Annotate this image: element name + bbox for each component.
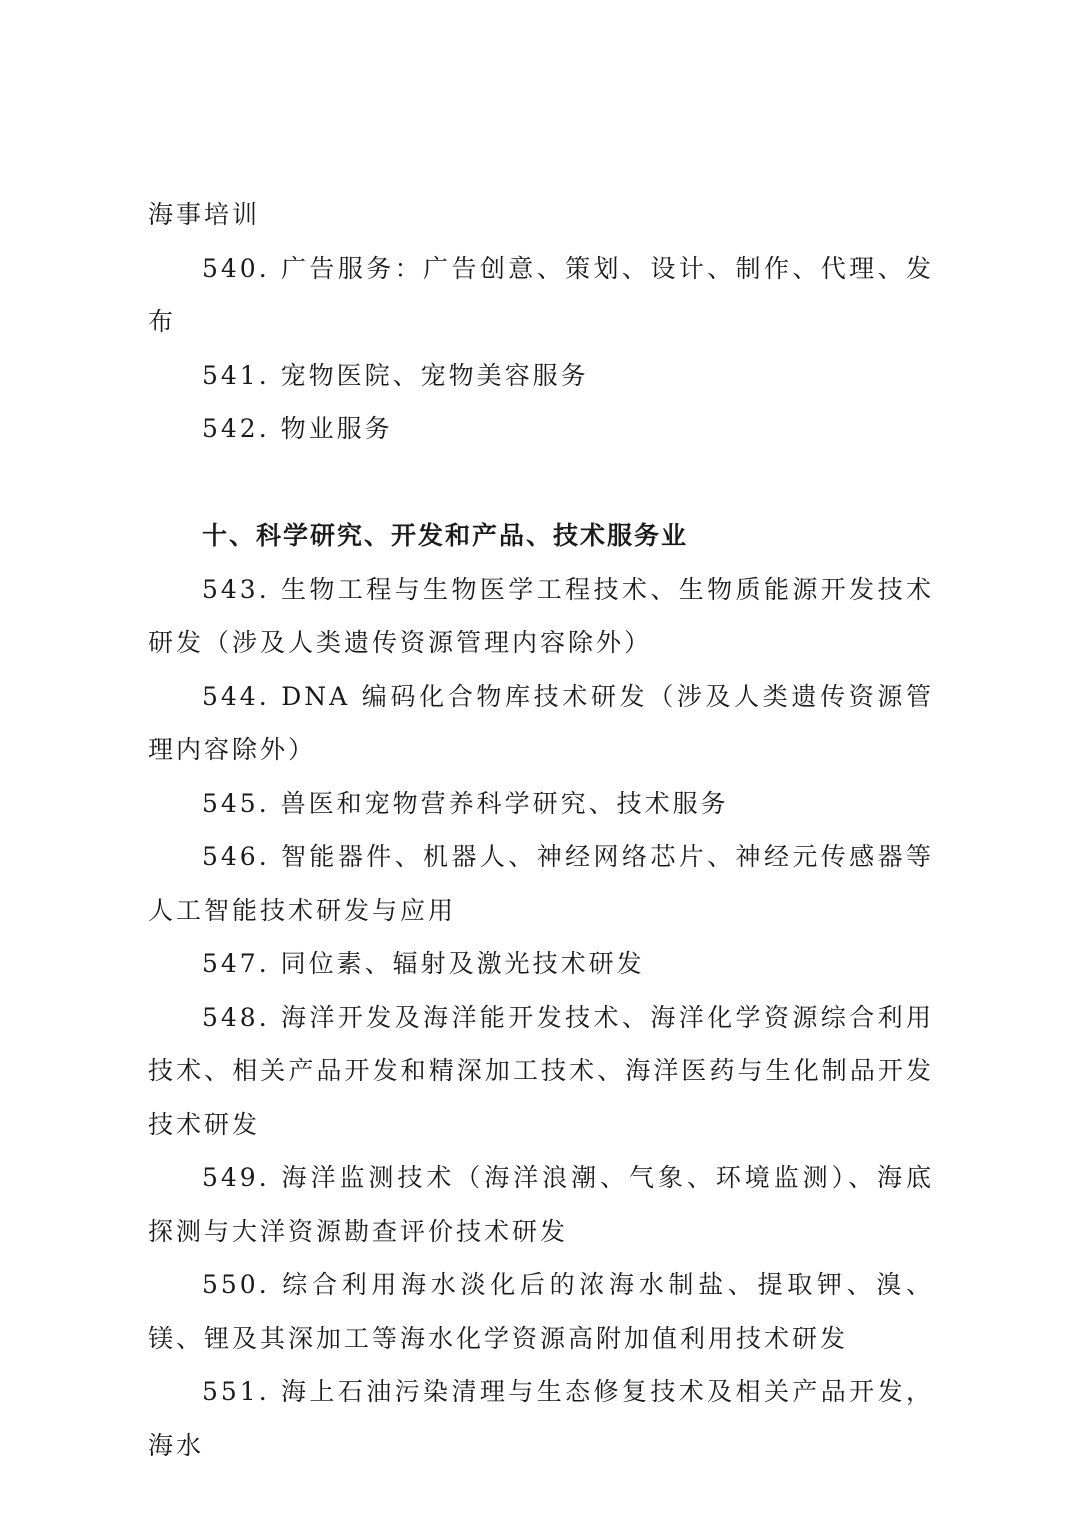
- item-549: 549. 海洋监测技术（海洋浪潮、气象、环境监测）、海底探测与大洋资源勘查评价技术研发: [148, 1163, 934, 1246]
- document-body: [148, 188, 934, 1472]
- item-542: 542. 物业服务: [202, 414, 393, 443]
- section-heading: 十、科学研究、开发和产品、技术服务业: [202, 521, 689, 550]
- item-548: 548. 海洋开发及海洋能开发技术、海洋化学资源综合利用技术、相关产品开发和精深加工技术、海洋医药与生化制品开发技术研发: [148, 1002, 934, 1139]
- item-550: 550. 综合利用海水淡化后的浓海水制盐、提取钾、溴、镁、锂及其深加工等海水化学资源高附加值利用技术研发: [148, 1270, 934, 1353]
- item-543: 543. 生物工程与生物医学工程技术、生物质能源开发技术研发（涉及人类遗传资源管理内容除外）: [148, 574, 934, 657]
- item-545: 545. 兽医和宠物营养科学研究、技术服务: [202, 788, 729, 818]
- item-541: 541. 宠物医院、宠物美容服务: [202, 360, 589, 390]
- section-spacer: [148, 456, 934, 510]
- item-551: 551. 海上石油污染清理与生态修复技术及相关产品开发，海水: [148, 1377, 934, 1460]
- item-546: 546. 智能器件、机器人、神经网络芯片、神经元传感器等人工智能技术研发与应用: [148, 842, 934, 925]
- carryover-line: 海事培训: [148, 200, 261, 229]
- item-547: 547. 同位素、辐射及激光技术研发: [202, 949, 645, 978]
- item-544: 544. DNA 编码化合物库技术研发（涉及人类遗传资源管理内容除外）: [148, 681, 934, 764]
- item-540: 540. 广告服务：广告创意、策划、设计、制作、代理、发布: [148, 253, 934, 336]
